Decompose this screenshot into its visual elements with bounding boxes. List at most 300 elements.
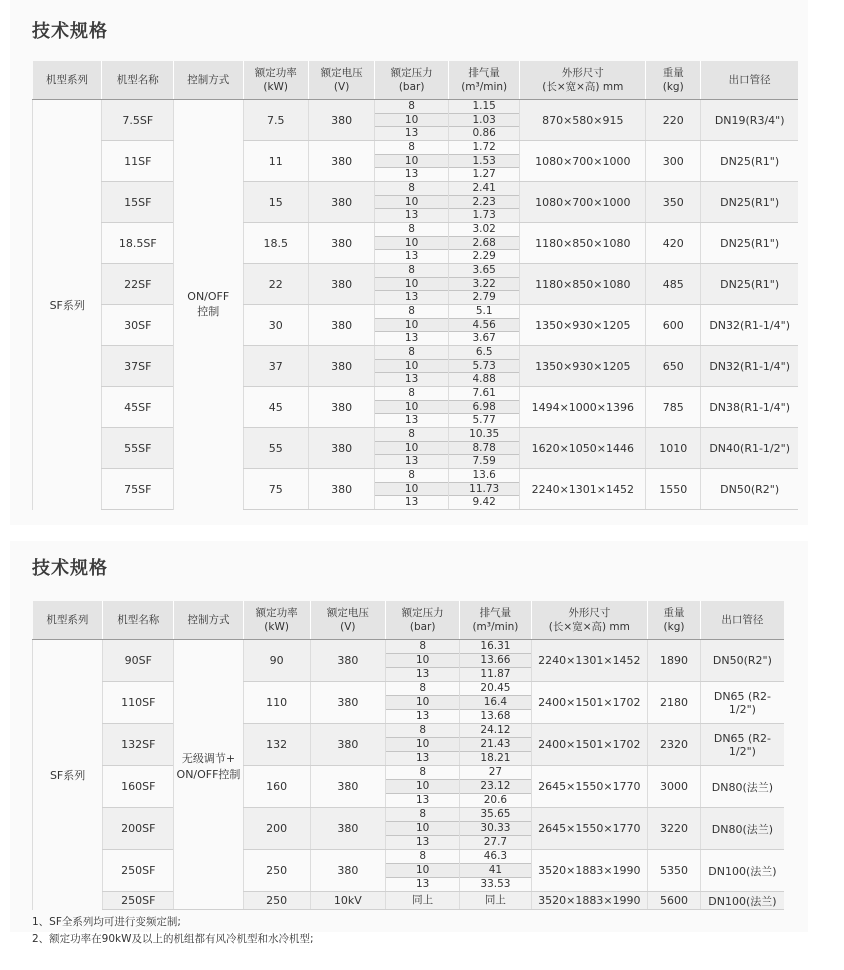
pressure-value: 8 [386,850,459,864]
pressures-list [386,808,459,849]
flow-value: 5.73 [449,360,520,374]
header-voltage-line: 额定电压 [320,67,363,79]
header-control: 控制方式 [174,601,243,640]
flow-value: 18.21 [480,752,511,764]
air-flow-cell [448,100,520,141]
weight: 650 [646,346,701,387]
rated-pressure-cell [375,469,449,510]
rated-pressure-cell [375,264,449,305]
flow-value: 35.65 [460,808,530,822]
series-cell: SF系列 [33,100,102,510]
flow-value: 16.4 [460,696,530,710]
pressure-value: 10 [375,278,448,292]
rated-pressure-cell [375,428,449,469]
control-line: ON/OFF [187,290,230,304]
control-line: 无级调节+ [181,751,236,765]
control-cell [174,640,243,892]
pressure-value: 10 [386,738,459,752]
air-flow-cell [448,305,520,346]
header-power-line: 额定功率 [254,67,297,79]
header-weight-line: (kg) [663,621,685,633]
outlet-diameter: DN65 (R2-1/2") [700,682,784,724]
model-name: 160SF [103,766,174,808]
spec-table-2 [32,601,784,910]
pressure-value: 同上 [412,894,434,906]
flow-value: 3.02 [449,223,520,237]
rated-power: 15 [243,182,308,223]
rated-voltage: 380 [310,724,385,766]
flow-value: 3.65 [449,264,520,278]
flow-value: 11.87 [480,668,511,680]
flow-value: 9.42 [472,496,496,509]
outlet-diameter: DN25(R1") [701,223,798,264]
rated-voltage: 380 [310,766,385,808]
flow-value: 7.59 [472,455,496,468]
rated-pressure-cell [375,305,449,346]
dimensions: 870×580×915 [520,100,646,141]
model-row [33,724,785,766]
pressure-value: 13 [415,836,430,848]
control-line: ON/OFF控制 [176,767,241,781]
pressure-value: 8 [375,305,448,319]
dimensions: 1620×1050×1446 [520,428,646,469]
series-cell: SF系列 [33,640,103,910]
header-pressure-line: 额定压力 [390,67,433,79]
dimensions: 2400×1501×1702 [531,724,648,766]
header-flow-line: (m³/min) [461,81,508,93]
weight: 1550 [646,469,701,510]
air-flow-cell [448,428,520,469]
header-voltage-line: (V) [340,621,356,633]
header-outlet: 出口管径 [700,601,784,640]
air-flow-cell [448,264,520,305]
pressure-value: 8 [375,387,448,401]
air-flow-cell [460,724,531,766]
air-flow-cell [460,640,531,682]
model-name: 75SF [102,469,174,510]
pressure-value: 13 [415,710,430,722]
dimensions: 1080×700×1000 [520,141,646,182]
model-row [33,223,799,264]
model-name: 11SF [102,141,174,182]
weight: 3000 [648,766,701,808]
flows-list [460,808,530,849]
flow-value: 21.43 [460,738,530,752]
dimensions: 3520×1883×1990 [531,850,648,892]
dimensions: 1494×1000×1396 [520,387,646,428]
rated-power: 45 [243,387,308,428]
rated-power: 22 [243,264,308,305]
header-pressure [386,601,460,640]
flow-value: 1.73 [472,209,496,222]
section-title: 技术规格 [32,558,108,579]
weight: 600 [646,305,701,346]
dimensions: 1350×930×1205 [520,346,646,387]
header-flow [448,61,520,100]
pressure-value: 13 [415,668,430,680]
air-flow-cell [448,182,520,223]
spec-table-1 [32,61,798,510]
model-name: 15SF [102,182,174,223]
control-cell [174,100,243,510]
model-row [33,428,799,469]
pressures-list [375,346,448,386]
dimensions: 3520×1883×1990 [531,892,648,910]
flow-value: 23.12 [460,780,530,794]
flows-list [449,100,520,140]
rated-voltage: 380 [308,387,374,428]
model-name: 90SF [103,640,174,682]
pressure-value: 10 [386,654,459,668]
pressure-value: 8 [386,640,459,654]
flow-value: 5.77 [472,414,496,427]
section-title: 技术规格 [32,21,108,42]
air-flow-cell [448,346,520,387]
control-cell-empty [174,892,243,910]
flows-list [449,346,520,386]
model-row [33,305,799,346]
pressure-value: 8 [386,682,459,696]
model-row [33,808,785,850]
flow-value: 27 [460,766,530,780]
pressure-value: 10 [375,442,448,456]
flow-value: 2.79 [472,291,496,304]
pressure-value: 8 [375,182,448,196]
rated-power: 90 [243,640,310,682]
flows-list [449,428,520,468]
header-flow-line: (m³/min) [472,621,519,633]
flow-value: 13.66 [460,654,530,668]
flow-value: 16.31 [460,640,530,654]
flow-value: 4.88 [472,373,496,386]
flows-list [460,892,530,909]
header-size [520,61,646,100]
outlet-diameter: DN32(R1-1/4") [701,305,798,346]
model-row [33,640,785,682]
rated-power: 30 [243,305,308,346]
flow-value: 2.29 [472,250,496,263]
air-flow-cell [448,141,520,182]
model-row [33,850,785,892]
pressure-value: 10 [386,696,459,710]
flow-value: 30.33 [460,822,530,836]
pressure-value: 8 [375,100,448,114]
rated-power: 7.5 [243,100,308,141]
header-control: 控制方式 [174,61,243,100]
flow-value: 33.53 [480,878,511,890]
rated-pressure-cell [375,346,449,387]
dimensions: 1180×850×1080 [520,223,646,264]
header-flow [460,601,531,640]
weight: 785 [646,387,701,428]
air-flow-cell [460,808,531,850]
header-pressure-line: (bar) [409,621,436,633]
header-row [33,61,799,100]
pressure-value: 8 [386,808,459,822]
model-row [33,141,799,182]
outlet-diameter: DN100(法兰) [700,892,784,910]
rated-voltage: 380 [308,346,374,387]
pressures-list [386,640,459,681]
header-weight [646,61,701,100]
rated-pressure-cell [375,223,449,264]
header-size [531,601,648,640]
pressure-value: 8 [386,766,459,780]
model-name: 7.5SF [102,100,174,141]
pressure-value: 13 [415,878,430,890]
pressure-value: 13 [415,794,430,806]
model-name: 110SF [103,682,174,724]
header-outlet: 出口管径 [701,61,798,100]
flows-list [460,766,530,807]
pressure-value: 13 [404,250,419,263]
flow-value: 7.61 [449,387,520,401]
header-power-line: (kW) [263,81,289,93]
pressures-list [375,141,448,181]
flow-value: 同上 [484,894,506,906]
header-voltage [310,601,385,640]
rated-pressure-cell [386,640,460,682]
pressure-value: 13 [404,414,419,427]
rated-power: 160 [243,766,310,808]
model-name: 250SF [103,850,174,892]
header-size-line: (长×宽×高) mm [548,621,630,633]
dimensions: 2240×1301×1452 [520,469,646,510]
outlet-diameter: DN80(法兰) [700,808,784,850]
model-name: 37SF [102,346,174,387]
dimensions: 2645×1550×1770 [531,766,648,808]
rated-pressure-cell [375,182,449,223]
air-flow-cell [460,766,531,808]
pressure-value: 10 [375,237,448,251]
rated-power: 110 [243,682,310,724]
air-flow-cell [460,892,531,910]
flow-value: 41 [460,864,530,878]
model-name: 55SF [102,428,174,469]
model-row [33,682,785,724]
pressure-value: 13 [404,496,419,509]
air-flow-cell [460,850,531,892]
weight: 350 [646,182,701,223]
rated-voltage: 380 [308,223,374,264]
flow-value: 2.23 [449,196,520,210]
pressure-value: 10 [386,780,459,794]
header-power-line: 额定功率 [255,607,298,619]
outlet-diameter: DN80(法兰) [700,766,784,808]
table-holder-1 [10,0,808,525]
header-weight-line: 重量 [662,67,684,79]
pressure-value: 8 [375,223,448,237]
flow-value: 27.7 [483,836,508,848]
dimensions: 1180×850×1080 [520,264,646,305]
model-name: 18.5SF [102,223,174,264]
weight: 1890 [648,640,701,682]
flow-value: 6.5 [449,346,520,360]
flow-value: 0.86 [472,127,496,140]
outlet-diameter: DN25(R1") [701,182,798,223]
air-flow-cell [448,387,520,428]
flows-list [449,141,520,181]
model-name: 30SF [102,305,174,346]
weight: 5600 [648,892,701,910]
rated-pressure-cell [375,100,449,141]
flow-value: 6.98 [449,401,520,415]
rated-power: 200 [243,808,310,850]
rated-pressure-cell [375,141,449,182]
rated-pressure-cell [386,808,460,850]
rated-power: 250 [243,850,310,892]
rated-pressure-cell [375,387,449,428]
rated-voltage: 380 [310,808,385,850]
rated-voltage: 380 [308,264,374,305]
pressures-list [375,469,448,509]
header-weight-line: 重量 [663,607,685,619]
weight: 5350 [648,850,701,892]
flow-value: 2.68 [449,237,520,251]
flow-value: 8.78 [449,442,520,456]
rated-pressure-cell [386,766,460,808]
outlet-diameter: DN25(R1") [701,141,798,182]
weight: 2180 [648,682,701,724]
flow-value: 1.72 [449,141,520,155]
header-power-line: (kW) [264,621,289,633]
pressure-value: 10 [386,864,459,878]
pressures-list [375,182,448,222]
footnote-1: 1、SF全系列均可进行变频定制; [32,916,181,928]
pressure-value: 10 [375,319,448,333]
header-voltage-line: (V) [333,81,350,93]
pressures-list [375,223,448,263]
flow-value: 20.45 [460,682,530,696]
air-flow-cell [460,682,531,724]
pressure-value: 8 [386,724,459,738]
flows-list [460,682,530,723]
weight: 2320 [648,724,701,766]
model-row [33,264,799,305]
model-name: 45SF [102,387,174,428]
pressure-value: 13 [404,373,419,386]
header-size-line: 外形尺寸 [561,67,604,79]
flows-list [449,264,520,304]
rated-power: 75 [243,469,308,510]
pressures-list [375,428,448,468]
pressure-value: 10 [375,360,448,374]
rated-voltage: 380 [310,850,385,892]
pressure-value: 13 [404,209,419,222]
pressures-list [375,100,448,140]
pressures-list [386,724,459,765]
model-row [33,387,799,428]
header-model: 机型名称 [103,601,174,640]
pressure-value: 8 [375,264,448,278]
flows-list [449,223,520,263]
pressure-value: 10 [375,155,448,169]
flows-list [460,724,530,765]
flow-value: 1.27 [472,168,496,181]
pressures-list [386,766,459,807]
rated-voltage: 380 [310,682,385,724]
dimensions: 1080×700×1000 [520,182,646,223]
footnote-2: 2、额定功率在90kW及以上的机组都有风冷机型和水冷机型; [32,933,314,945]
rated-power: 55 [243,428,308,469]
rated-pressure-cell [386,850,460,892]
weight: 420 [646,223,701,264]
flows-list [449,182,520,222]
pressure-value: 10 [375,196,448,210]
header-power [243,601,310,640]
flow-value: 3.67 [472,332,496,345]
flows-list [460,640,530,681]
outlet-diameter: DN40(R1-1/2") [701,428,798,469]
pressure-value: 13 [404,168,419,181]
pressure-value: 8 [375,346,448,360]
flow-value: 1.03 [449,114,520,128]
outlet-diameter: DN50(R2") [701,469,798,510]
model-row [33,892,785,910]
dimensions: 2645×1550×1770 [531,808,648,850]
outlet-diameter: DN19(R3/4") [701,100,798,141]
air-flow-cell [448,223,520,264]
control-line: 控制 [197,305,220,319]
header-flow-line: 排气量 [468,67,500,79]
flow-value: 2.41 [449,182,520,196]
flow-value: 13.68 [480,710,511,722]
model-row [33,469,799,510]
pressure-value: 13 [404,127,419,140]
pressure-value: 8 [375,141,448,155]
flows-list [449,469,520,509]
pressure-value: 13 [404,291,419,304]
flows-list [460,850,530,891]
header-weight [648,601,701,640]
header-voltage [308,61,374,100]
model-name: 22SF [102,264,174,305]
rated-voltage: 380 [308,428,374,469]
rated-power: 250 [243,892,310,910]
dimensions: 1350×930×1205 [520,305,646,346]
outlet-diameter: DN100(法兰) [700,850,784,892]
pressures-list [375,264,448,304]
rated-voltage: 380 [308,141,374,182]
model-name: 200SF [103,808,174,850]
weight: 220 [646,100,701,141]
rated-pressure-cell [386,892,460,910]
header-size-line: 外形尺寸 [568,607,611,619]
weight: 300 [646,141,701,182]
pressure-value: 10 [375,114,448,128]
flows-list [449,387,520,427]
outlet-diameter: DN65 (R2-1/2") [700,724,784,766]
rated-power: 18.5 [243,223,308,264]
flow-value: 4.56 [449,319,520,333]
rated-voltage: 380 [308,100,374,141]
air-flow-cell [448,469,520,510]
rated-voltage: 380 [308,182,374,223]
rated-voltage: 380 [310,640,385,682]
pressure-value: 10 [386,822,459,836]
weight: 3220 [648,808,701,850]
rated-pressure-cell [386,682,460,724]
flow-value: 10.35 [449,428,520,442]
rated-voltage: 10kV [310,892,385,910]
flow-value: 11.73 [449,483,520,497]
pressure-value: 13 [415,752,430,764]
rated-voltage: 380 [308,469,374,510]
header-series: 机型系列 [33,601,103,640]
flow-value: 13.6 [449,469,520,483]
model-row [33,100,799,141]
outlet-diameter: DN32(R1-1/4") [701,346,798,387]
